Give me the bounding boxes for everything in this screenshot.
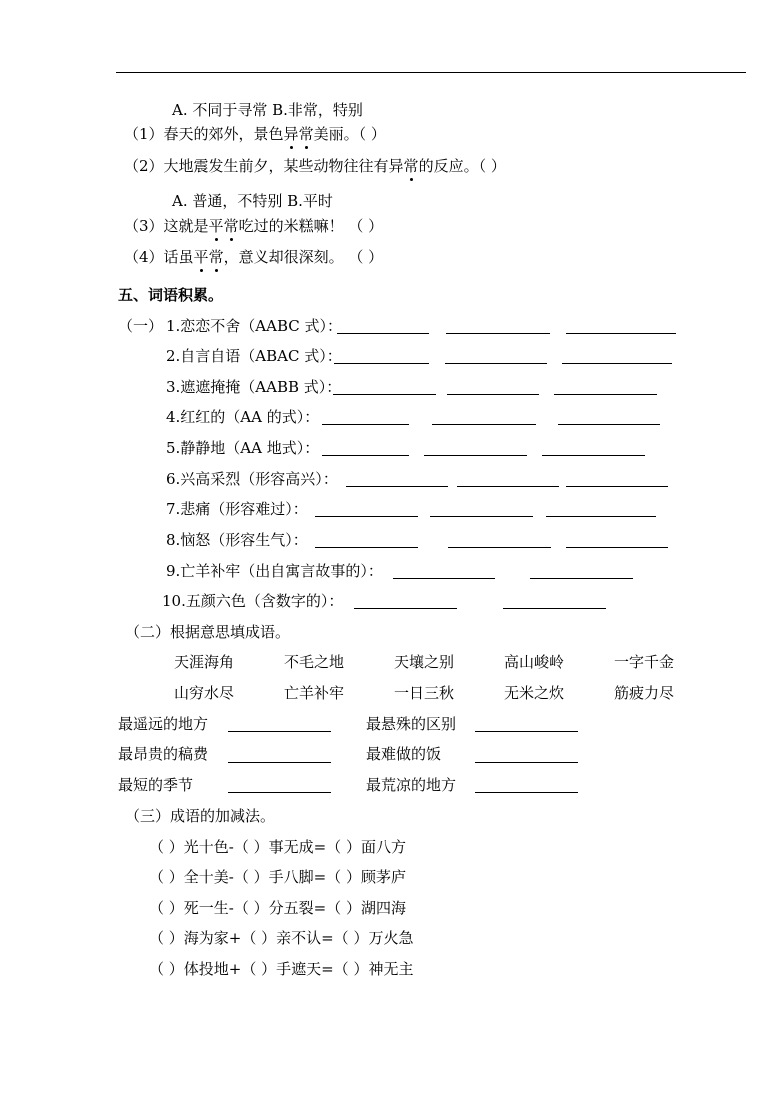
- meaning-prompt: 最荒凉的地方: [366, 776, 457, 794]
- word-item-2: 2.自言自语（ABAC 式）：: [166, 347, 342, 365]
- answer-blank[interactable]: [457, 486, 559, 487]
- answer-blank[interactable]: [315, 516, 418, 517]
- answer-blank[interactable]: [562, 363, 672, 364]
- options-a-b-1: A. 不同于寻常 B.非常，特别: [172, 101, 363, 119]
- idiom-word: 不毛之地: [284, 653, 345, 671]
- answer-blank[interactable]: [228, 762, 331, 763]
- idiom-word: 高山峻岭: [504, 653, 565, 671]
- answer-blank[interactable]: [322, 424, 409, 425]
- meaning-prompt: 最短的季节: [118, 776, 194, 794]
- idiom-math-row: （ ）死一生-（ ）分五裂=（ ）湖四海: [149, 899, 406, 917]
- section-title: 五、词语积累。: [118, 286, 224, 304]
- answer-blank[interactable]: [346, 486, 448, 487]
- meaning-prompt: 最遥远的地方: [118, 715, 209, 733]
- answer-blank[interactable]: [354, 608, 457, 609]
- header-rule: [116, 72, 746, 73]
- answer-blank[interactable]: [334, 363, 429, 364]
- options-a-b-2: A. 普通，不特别 B.平时: [172, 192, 333, 210]
- answer-blank[interactable]: [393, 578, 495, 579]
- answer-blank[interactable]: [554, 394, 657, 395]
- answer-blank[interactable]: [447, 394, 539, 395]
- question-3: （3）这就是平常吃过的米糕嘛！ （ ）: [124, 217, 384, 235]
- question-4: （4）话虽平常，意义却很深刻。 （ ）: [124, 248, 384, 266]
- answer-blank[interactable]: [448, 547, 551, 548]
- idiom-math-row: （ ）体投地+（ ）手遮天=（ ）神无主: [149, 960, 414, 978]
- answer-blank[interactable]: [546, 516, 656, 517]
- answer-blank[interactable]: [475, 762, 578, 763]
- meaning-prompt: 最悬殊的区别: [366, 715, 457, 733]
- question-1: （1）春天的郊外，景色异常美丽。（ ）: [124, 125, 386, 143]
- answer-blank[interactable]: [424, 455, 527, 456]
- word-item-9: 9.亡羊补牢（出自寓言故事的）：: [166, 562, 383, 580]
- word-item-10: 10.五颜六色（含数字的）：: [162, 592, 344, 610]
- word-item-1: 1.恋恋不舍（AABC 式）：: [166, 317, 343, 335]
- answer-blank[interactable]: [322, 455, 409, 456]
- idiom-math-row: （ ）海为家+（ ）亲不认=（ ）万火急: [149, 929, 414, 947]
- meaning-prompt: 最昂贵的稿费: [118, 745, 209, 763]
- question-2: （2）大地震发生前夕，某些动物往往有异常的反应。（ ）: [124, 157, 506, 175]
- answer-blank[interactable]: [558, 424, 660, 425]
- part3-title: （三）成语的加减法。: [125, 807, 276, 825]
- idiom-word: 一字千金: [614, 653, 675, 671]
- answer-blank[interactable]: [566, 333, 676, 334]
- answer-blank[interactable]: [333, 394, 436, 395]
- part2-title: （二）根据意思填成语。: [125, 623, 291, 641]
- answer-blank[interactable]: [315, 547, 418, 548]
- idiom-word: 一日三秋: [394, 684, 455, 702]
- answer-blank[interactable]: [566, 486, 668, 487]
- answer-blank[interactable]: [432, 424, 536, 425]
- answer-blank[interactable]: [530, 578, 633, 579]
- answer-blank[interactable]: [228, 731, 331, 732]
- answer-blank[interactable]: [542, 455, 645, 456]
- word-item-4: 4.红红的（AA 的式）：: [166, 408, 320, 426]
- word-item-6: 6.兴高采烈（形容高兴）：: [166, 470, 338, 488]
- answer-blank[interactable]: [475, 792, 578, 793]
- idiom-word: 亡羊补牢: [284, 684, 345, 702]
- answer-blank[interactable]: [503, 608, 606, 609]
- idiom-word: 无米之炊: [504, 684, 565, 702]
- answer-blank[interactable]: [337, 333, 429, 334]
- idiom-math-row: （ ）光十色-（ ）事无成=（ ）面八方: [149, 838, 406, 856]
- word-item-7: 7.悲痛（形容难过）：: [166, 500, 308, 518]
- idiom-word: 筋疲力尽: [614, 684, 675, 702]
- part1-label: （一）: [118, 317, 164, 335]
- idiom-word: 天涯海角: [174, 653, 235, 671]
- meaning-prompt: 最难做的饭: [366, 745, 442, 763]
- idiom-word: 山穷水尽: [174, 684, 235, 702]
- word-item-8: 8.恼怒（形容生气）：: [166, 531, 308, 549]
- answer-blank[interactable]: [445, 363, 547, 364]
- word-item-3: 3.遮遮掩掩（AABB 式）：: [166, 378, 342, 396]
- idiom-math-row: （ ）全十美-（ ）手八脚=（ ）顾茅庐: [149, 868, 406, 886]
- answer-blank[interactable]: [228, 792, 331, 793]
- answer-blank[interactable]: [430, 516, 533, 517]
- idiom-word: 天壤之别: [394, 653, 455, 671]
- answer-blank[interactable]: [475, 731, 578, 732]
- answer-blank[interactable]: [446, 333, 550, 334]
- word-item-5: 5.静静地（AA 地式）：: [166, 439, 320, 457]
- answer-blank[interactable]: [566, 547, 668, 548]
